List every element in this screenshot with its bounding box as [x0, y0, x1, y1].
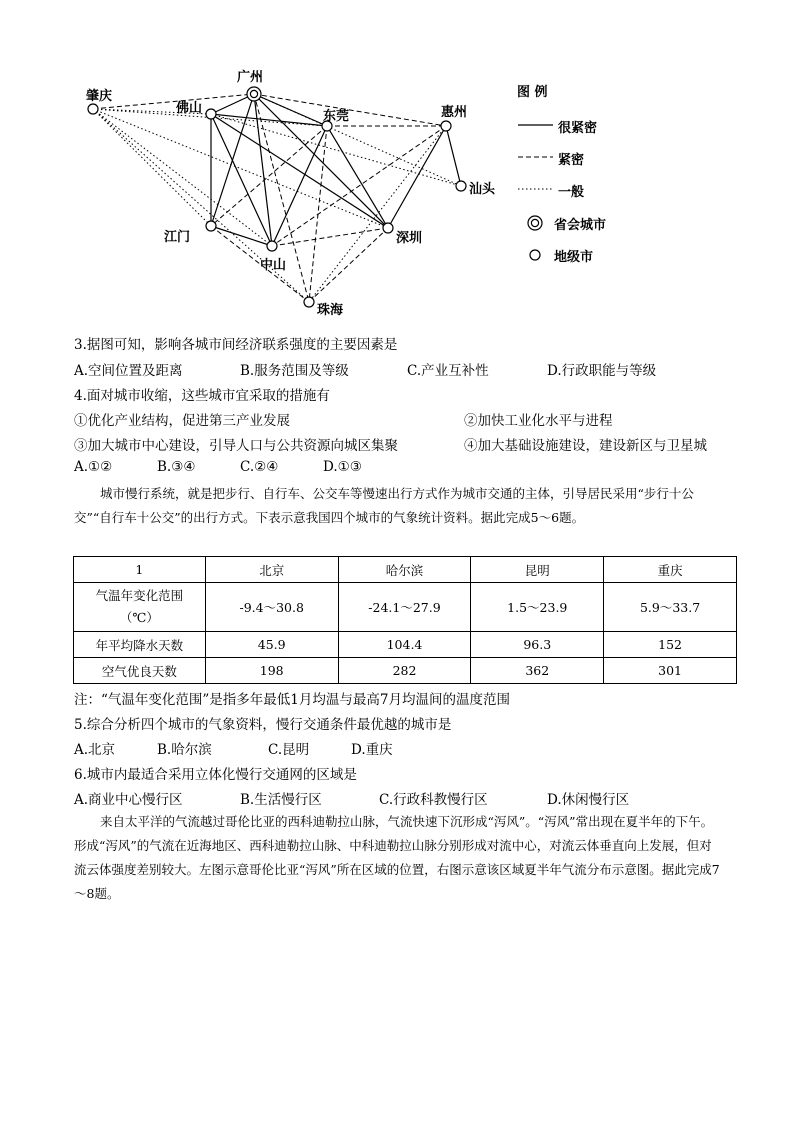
- table-row-label: 空气优良天数: [74, 658, 206, 684]
- q6-option-b: B.生活慢行区: [240, 792, 322, 808]
- label-jiangmen: 江门: [164, 230, 191, 245]
- label-zhongshan: 中山: [260, 258, 287, 273]
- q5-option-b: B.哈尔滨: [157, 742, 212, 758]
- table-cell: 45.9: [205, 632, 338, 658]
- q5-option-a: A.北京: [74, 742, 116, 758]
- q3-option-b: B.服务范围及等级: [240, 363, 349, 379]
- label-guangzhou: 广州: [237, 70, 264, 85]
- q6-option-a: A.商业中心慢行区: [74, 792, 183, 808]
- q6-stem: 6.城市内最适合采用立体化慢行交通网的区域是: [74, 767, 357, 783]
- table-row: [74, 658, 737, 684]
- table-note: 注：“气温年变化范围”是指多年最低1月均温与最高7月均温间的温度范围: [74, 692, 510, 708]
- q4-option-b: B.③④: [157, 459, 196, 475]
- table-row: [74, 632, 737, 658]
- legend-general-label: 一般: [558, 185, 585, 200]
- table-cell: 1.5～23.9: [471, 583, 604, 632]
- q4-stem: 4.面对城市收缩，这些城市宜采取的措施有: [74, 388, 330, 404]
- table-header-cell: 1: [74, 557, 206, 583]
- table-header-cell: 昆明: [471, 557, 604, 583]
- label-shantou: 汕头: [469, 182, 496, 197]
- legend-capital-label: 省会城市: [554, 218, 607, 233]
- label-shenzhen: 深圳: [396, 231, 423, 246]
- q6-option-c: C.行政科教慢行区: [379, 792, 488, 808]
- table-row-label: 年平均降水天数: [74, 632, 206, 658]
- q4-option-a: A.①②: [74, 459, 113, 475]
- q3-option-c: C.产业互补性: [407, 363, 489, 379]
- table-row-label: 气温年变化范围 （℃）: [74, 583, 206, 632]
- label-dongguan: 东莞: [323, 109, 350, 124]
- table-header-cell: 重庆: [604, 557, 737, 583]
- climate-data-table: [73, 556, 737, 684]
- q3-option-a: A.空间位置及距离: [74, 363, 183, 379]
- node-shantou: [456, 181, 466, 191]
- q4-statement-2: ②加快工业化水平与进程: [464, 413, 613, 429]
- node-shenzhen: [383, 223, 393, 233]
- table-header-cell: 北京: [205, 557, 338, 583]
- table-cell: 152: [604, 632, 737, 658]
- q3-option-d: D.行政职能与等级: [547, 363, 657, 379]
- table-cell: 301: [604, 658, 737, 684]
- node-zhuhai: [304, 297, 314, 307]
- q5-option-d: D.重庆: [351, 742, 393, 758]
- table-cell: 362: [471, 658, 604, 684]
- q4-statement-4: ④加大基础设施建设，建设新区与卫星城: [464, 438, 707, 454]
- q3-stem: 3.据图可知，影响各城市间经济联系强度的主要因素是: [74, 337, 398, 353]
- q5-stem: 5.综合分析四个城市的气象资料，慢行交通条件最优越的城市是: [74, 717, 452, 733]
- legend-very-close-label: 很紧密: [558, 121, 598, 136]
- table-cell: 5.9～33.7: [604, 583, 737, 632]
- legend-close-label: 紧密: [558, 153, 585, 168]
- node-jiangmen: [206, 221, 216, 231]
- node-huizhou: [441, 121, 451, 131]
- q6-option-d: D.休闲慢行区: [547, 792, 630, 808]
- node-zhongshan: [267, 241, 277, 251]
- passage-foehn-wind: 来自太平洋的气流越过哥伦比亚的西科迪勒拉山脉，气流快速下沉形成“泻风”。“泻风”常出现在夏半年的下午。形成“泻风”的气流在近海地区、西科迪勒拉山脉、中科迪勒拉山脉分别形成对流中心，对流云体垂直向上发展，但对流云体强度差别较大。左图示意哥伦比亚“泻风”所在区域的位置，右图示意该区域夏半年气流分布示意图。据此完成7～8题。: [74, 814, 720, 901]
- table-cell: 198: [205, 658, 338, 684]
- table-cell: 104.4: [338, 632, 471, 658]
- table-cell: -24.1～27.9: [338, 583, 471, 632]
- node-zhaoqing: [88, 104, 98, 114]
- table-header-row: [74, 557, 737, 583]
- city-nodes: [88, 87, 466, 307]
- legend-title: 图 例: [517, 85, 548, 100]
- q4-option-d: D.①③: [323, 459, 362, 475]
- table-cell: 96.3: [471, 632, 604, 658]
- city-network-map: [0, 0, 794, 330]
- node-foshan: [206, 109, 216, 119]
- table-row: [74, 583, 737, 632]
- q4-statement-3: ③加大城市中心建设，引导人口与公共资源向城区集聚: [74, 438, 398, 454]
- label-zhuhai: 珠海: [317, 303, 344, 318]
- table-header-cell: 哈尔滨: [338, 557, 471, 583]
- legend-prefecture-icon: [530, 250, 540, 260]
- q4-option-c: C.②④: [240, 459, 279, 475]
- legend-prefecture-label: 地级市: [554, 250, 594, 265]
- table-cell: 282: [338, 658, 471, 684]
- q5-option-c: C.昆明: [268, 742, 310, 758]
- passage-slow-traffic: 城市慢行系统，就是把步行、自行车、公交车等慢速出行方式作为城市交通的主体，引导居民采用“步行十公交”“自行车十公交”的出行方式。下表示意我国四个城市的气象统计资料。据此完成5～6题。: [74, 486, 694, 525]
- table-cell: -9.4～30.8: [205, 583, 338, 632]
- label-foshan: 佛山: [176, 101, 203, 116]
- label-huizhou: 惠州: [441, 105, 468, 120]
- label-zhaoqing: 肇庆: [86, 89, 113, 104]
- q4-statement-1: ①优化产业结构，促进第三产业发展: [74, 413, 290, 429]
